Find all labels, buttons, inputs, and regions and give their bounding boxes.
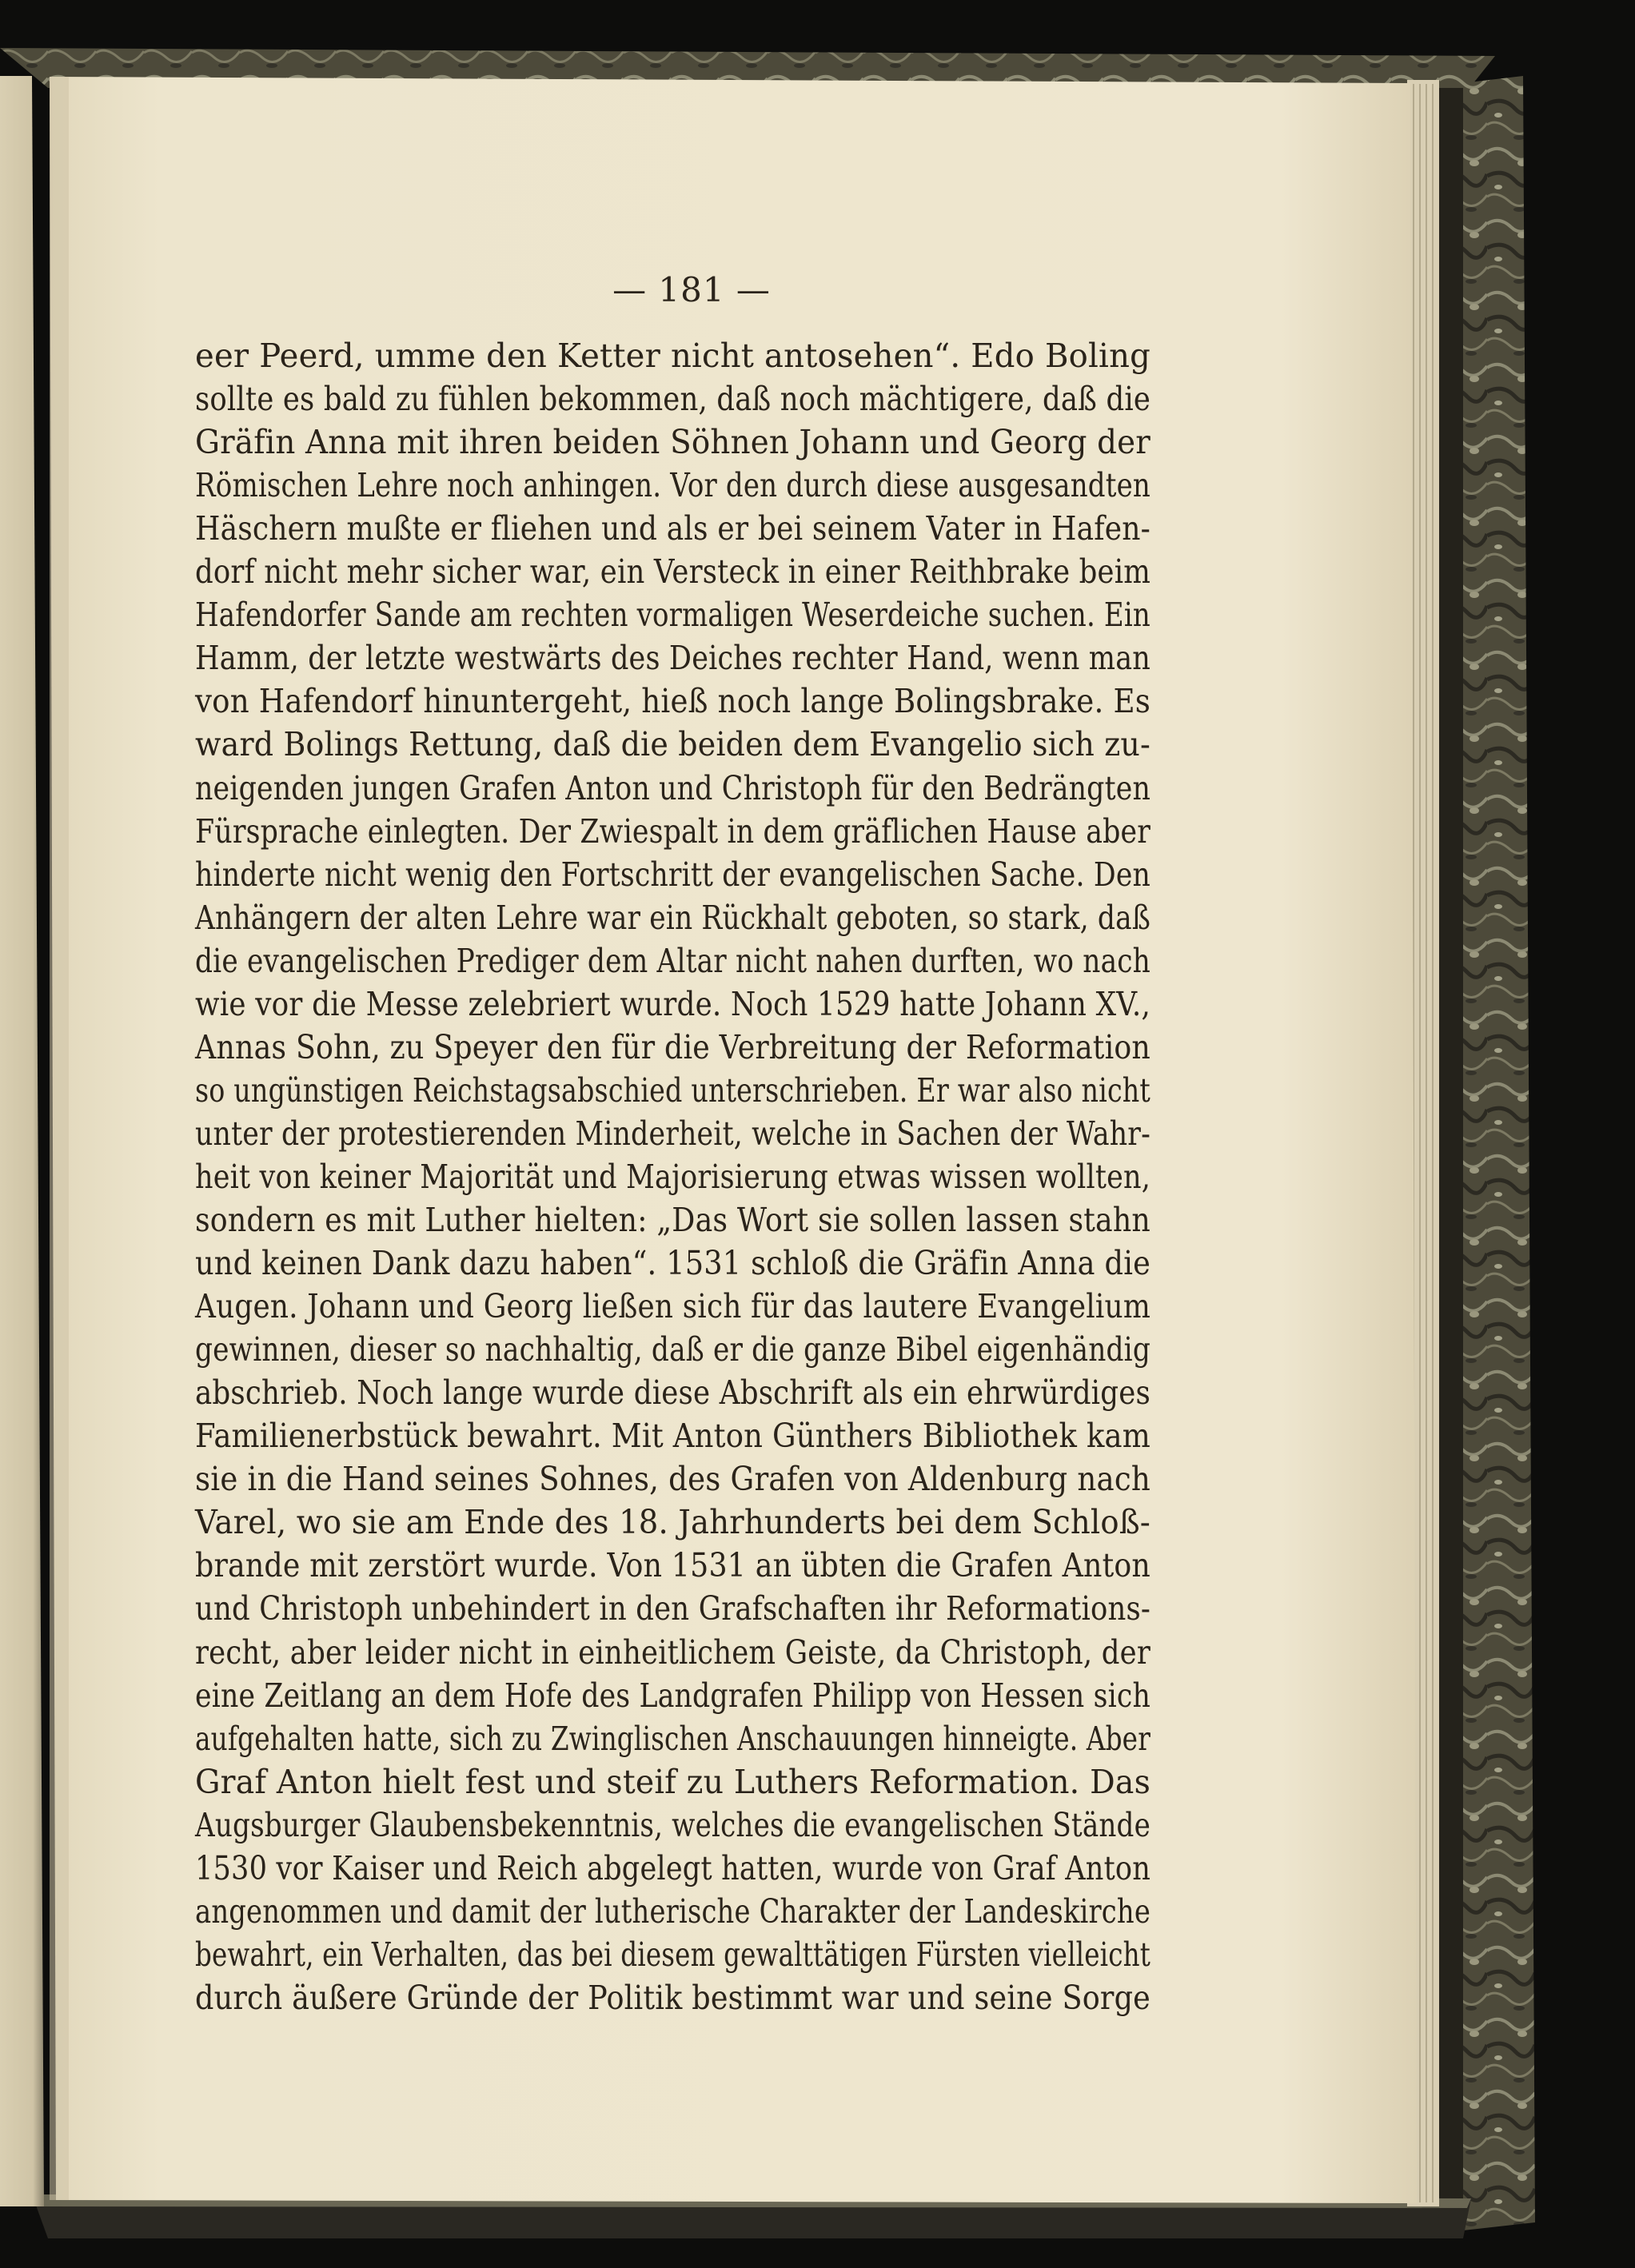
text-line: abschrieb. Noch lange wurde diese Abschrift als ein ehrwürdiges (195, 1373, 1150, 1413)
text-line: hinderte nicht wenig den Fortschritt der evangelischen Sache. Den (195, 855, 1150, 894)
text-line: sollte es bald zu fühlen bekommen, daß noch mächtigere, daß die (195, 380, 1150, 419)
text-line: angenommen und damit der lutherische Charakter der Landeskirche (195, 1891, 1150, 1931)
text-line: heit von keiner Majorität und Majorisierung etwas wissen wollten, (195, 1157, 1150, 1196)
text-line: recht, aber leider nicht in einheitlichem Geiste, da Christoph, der (195, 1632, 1150, 1672)
text-line: und Christoph unbehindert in den Grafschaften ihr Reformations- (195, 1589, 1150, 1628)
text-line: von Hafendorf hinuntergeht, hieß noch lange Bolingsbrake. Es (195, 682, 1150, 721)
text-line: und keinen Dank dazu haben“. 1531 schloß die Gräfin Anna die (195, 1244, 1150, 1283)
text-line: Gräfin Anna mit ihren beiden Söhnen Johann und Georg der (195, 423, 1150, 462)
text-line: so ungünstigen Reichstagsabschied unterschrieben. Er war also nicht (195, 1070, 1150, 1110)
text-line: Familienerbstück bewahrt. Mit Anton Günthers Bibliothek kam (195, 1417, 1150, 1456)
text-line: Graf Anton hielt fest und steif zu Luthers Reformation. Das (195, 1762, 1150, 1801)
text-line: Fürsprache einlegten. Der Zwiespalt in dem gräflichen Hause aber (195, 811, 1150, 851)
text-line: Varel, wo sie am Ende des 18. Jahrhunderts bei dem Schloß- (195, 1503, 1150, 1542)
text-line: 1530 vor Kaiser und Reich abgelegt hatten, wurde von Graf Anton (195, 1848, 1150, 1887)
text-line: gewinnen, dieser so nachhaltig, daß er die ganze Bibel eigenhändig (195, 1330, 1150, 1369)
text-line: Anhängern der alten Lehre war ein Rückhalt geboten, so stark, daß (195, 898, 1150, 937)
text-line: Hafendorfer Sande am rechten vormaligen Weserdeiche suchen. Ein (195, 596, 1150, 635)
text-line: ward Bolings Rettung, daß die beiden dem Evangelio sich zu- (195, 725, 1150, 764)
text-line: durch äußere Gründe der Politik bestimmt war und seine Sorge (195, 1978, 1150, 2017)
text-line: unter der protestierenden Minderheit, welche in Sachen der Wahr- (195, 1114, 1150, 1153)
text-line: Augen. Johann und Georg ließen sich für das lautere Evangelium (195, 1287, 1150, 1326)
text-line: wie vor die Messe zelebriert wurde. Noch 1529 hatte Johann XV., (195, 984, 1150, 1023)
page-number: — 181 — (612, 270, 771, 309)
cover-right-edge (1455, 76, 1535, 2230)
text-line: Hamm, der letzte westwärts des Deiches rechter Hand, wenn man (195, 639, 1150, 678)
text-line: neigenden jungen Grafen Anton und Christoph für den Bedrängten (195, 768, 1150, 807)
text-line: Augsburger Glaubensbekenntnis, welches die evangelischen Stände (195, 1805, 1150, 1844)
text-line: die evangelischen Prediger dem Altar nicht nahen durften, wo nach (195, 941, 1150, 980)
text-line: sie in die Hand seines Sohnes, des Grafen von Aldenburg nach (195, 1460, 1150, 1499)
text-line: sondern es mit Luther hielten: „Das Wort sie sollen lassen stahn (195, 1201, 1150, 1239)
text-line: Häschern mußte er fliehen und als er bei seinem Vater in Hafen- (195, 509, 1150, 548)
text-line: bewahrt, ein Verhalten, das bei diesem gewalttätigen Fürsten vielleicht (195, 1935, 1150, 1974)
text-line: eine Zeitlang an dem Hofe des Landgrafen Philipp von Hessen sich (195, 1676, 1150, 1715)
text-line: dorf nicht mehr sicher war, ein Versteck in einer Reithbrake beim (195, 552, 1150, 592)
text-line: Römischen Lehre noch anhingen. Vor den durch diese ausgesandten (195, 466, 1150, 505)
text-line: aufgehalten hatte, sich zu Zwinglischen Anschauungen hinneigte. Aber (195, 1719, 1150, 1758)
text-line: eer Peerd, umme den Ketter nicht antosehen“. Edo Boling (195, 337, 1150, 375)
text-line: Annas Sohn, zu Speyer den für die Verbreitung der Reformation (195, 1027, 1150, 1066)
text-line: brande mit zerstört wurde. Von 1531 an übten die Grafen Anton (195, 1546, 1150, 1585)
